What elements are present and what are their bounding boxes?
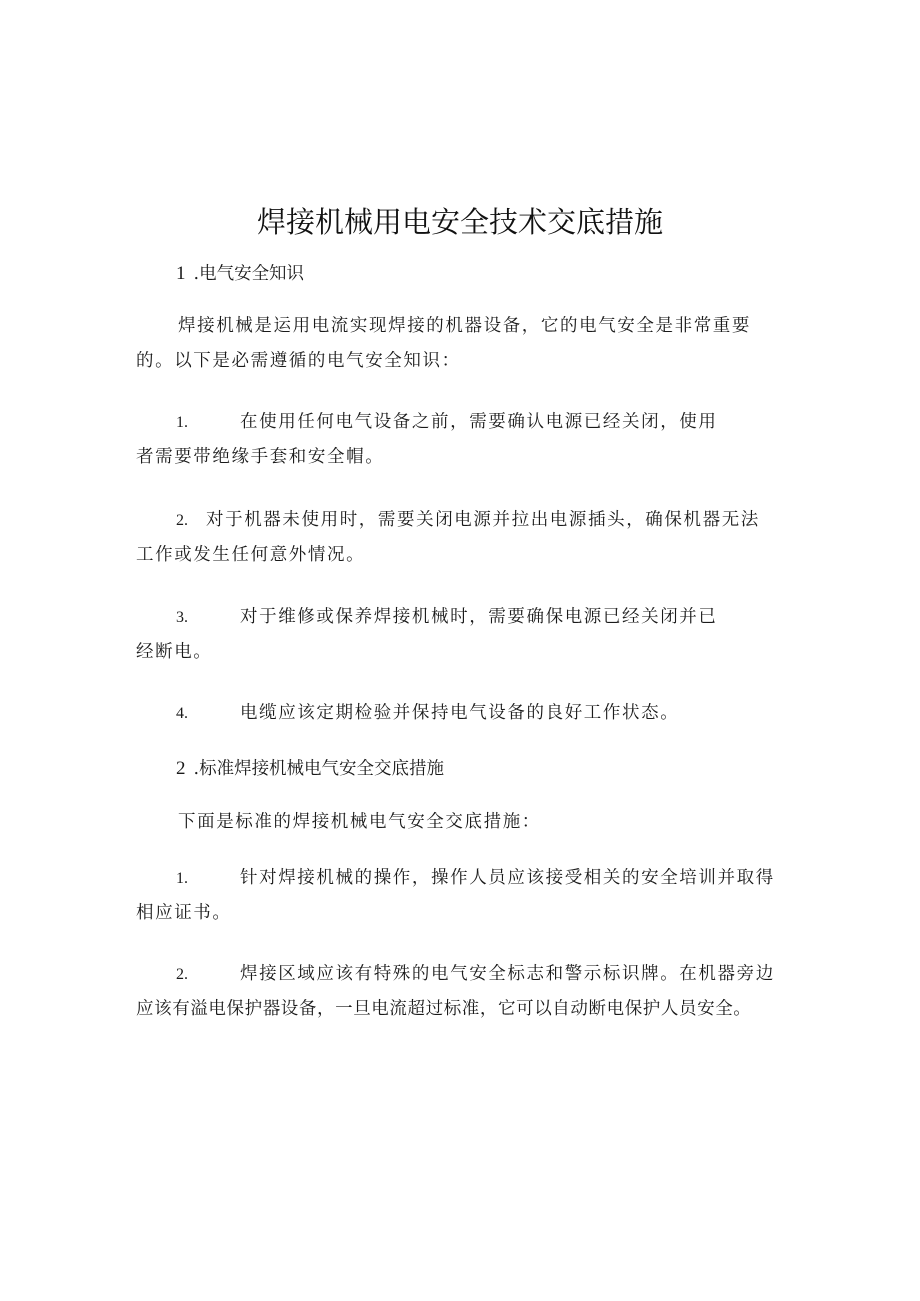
section-2-list-item-1 [136,861,798,931]
section-1-list-item-1 [136,405,798,475]
section-1-list-item-2 [136,503,798,573]
list-item-text-line-2: 相应证书。 [136,903,232,923]
document-title: 焊接机械用电安全技术交底措施 [256,205,663,239]
section-2-title: .标准焊接机械电气安全交底措施 [193,759,445,779]
list-item-text-line-1: 针对焊接机械的操作，操作人员应该接受相关的安全培训并取得 [240,868,775,888]
list-marker: 2. [176,512,188,529]
section-1-heading [176,262,304,286]
list-marker: 4. [176,705,188,722]
section-1-intro-line-1: 焊接机械是运用电流实现焊接的机器设备，它的电气安全是非常重要 [178,316,751,336]
section-1-intro-line-2: 的。以下是必需遵循的电气安全知识： [136,351,461,371]
list-item-text-line-1: 对于机器未使用时，需要关闭电源并拉出电源插头，确保机器无法 [206,510,760,530]
section-1-number: 1 [176,263,186,284]
section-1-title: .电气安全知识 [193,264,305,284]
section-1-list-item-4 [136,696,798,731]
list-marker: 2. [176,966,188,983]
list-item-text-line-2: 经断电。 [136,642,213,662]
list-item-text-line-1: 焊接区域应该有特殊的电气安全标志和警示标识牌。在机器旁边 [240,964,775,984]
section-2-list-item-2 [136,957,798,1027]
section-1-intro [136,309,796,379]
section-1-list-item-3 [136,600,798,670]
list-item-text-line-1: 电缆应该定期检验并保持电气设备的良好工作状态。 [240,703,680,723]
list-marker: 3. [176,609,188,626]
list-item-text-line-1: 对于维修或保养焊接机械时，需要确保电源已经关闭并已 [240,607,718,627]
list-item-text-line-2: 工作或发生任何意外情况。 [136,545,366,565]
section-2-number: 2 [176,758,186,779]
list-item-text-line-2: 应该有溢电保护器设备，一旦电流超过标准，它可以自动断电保护人员安全。 [136,999,752,1019]
list-marker: 1. [176,870,188,887]
list-marker: 1. [176,414,188,431]
list-item-text-line-2: 者需要带绝缘手套和安全帽。 [136,447,385,467]
section-2-heading [176,757,444,781]
list-item-text-line-1: 在使用任何电气设备之前，需要确认电源已经关闭，使用 [240,412,718,432]
section-2-intro-line-1: 下面是标准的焊接机械电气安全交底措施： [178,812,541,832]
section-2-intro [136,805,796,840]
